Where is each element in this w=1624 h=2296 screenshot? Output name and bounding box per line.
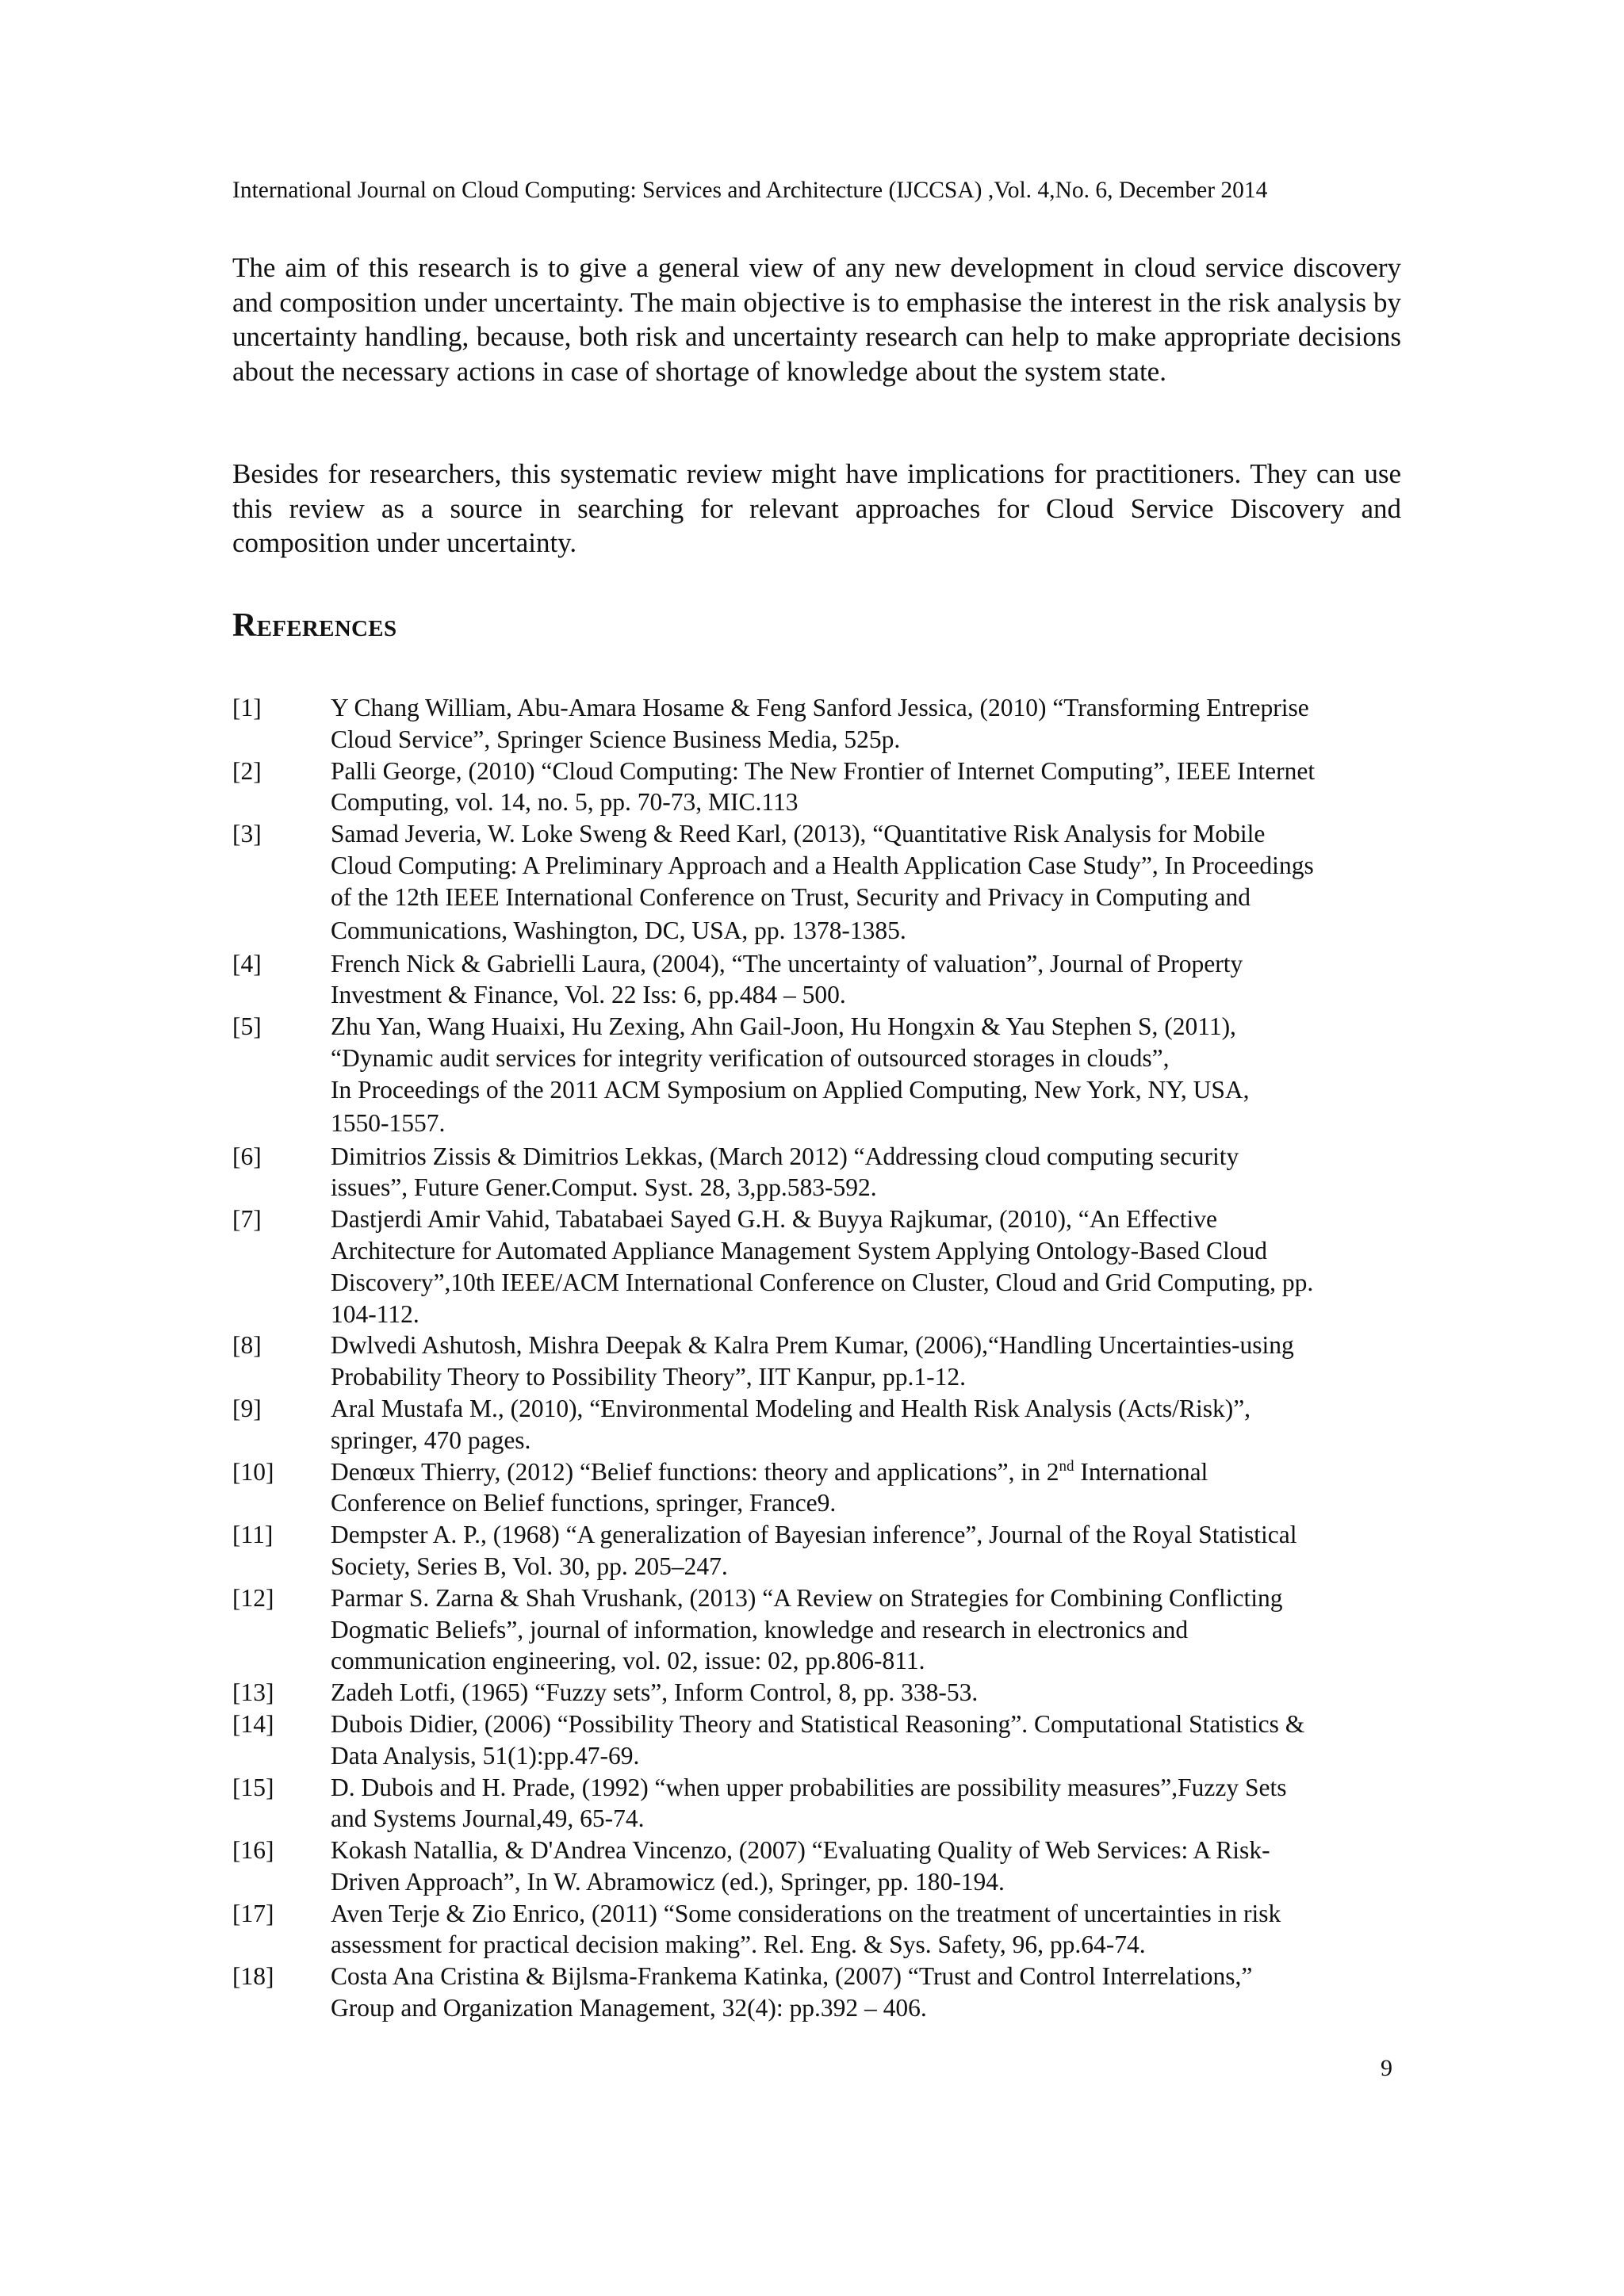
reference-number: [14] bbox=[232, 1709, 274, 1738]
reference-text bbox=[331, 1203, 1409, 1330]
reference-line: communication engineering, vol. 02, issue: 02, pp.806-811. bbox=[331, 1647, 925, 1675]
reference-item bbox=[232, 1203, 1422, 1330]
reference-line: Parmar S. Zarna & Shah Vrushank, (2013) “A Review on Strategies for Combining Conflicting bbox=[331, 1583, 1283, 1612]
reference-line: Computing, vol. 14, no. 5, pp. 70-73, MIC.113 bbox=[331, 788, 799, 817]
reference-text bbox=[331, 1456, 1409, 1520]
reference-item bbox=[232, 692, 1422, 756]
reference-line: assessment for practical decision making”. Rel. Eng. & Sys. Safety, 96, pp.64-74. bbox=[331, 1931, 1146, 1959]
reference-text bbox=[331, 1011, 1409, 1140]
reference-number: [18] bbox=[232, 1962, 274, 1991]
reference-line: Kokash Natallia, & D'Andrea Vincenzo, (2007) “Evaluating Quality of Web Services: A Risk- bbox=[331, 1836, 1270, 1865]
reference-text bbox=[331, 1519, 1409, 1582]
reference-number: [13] bbox=[232, 1678, 274, 1707]
reference-line: D. Dubois and H. Prade, (1992) “when upper probabilities are possibility measures”,Fuzzy Sets bbox=[331, 1773, 1287, 1801]
reference-line: Aral Mustafa M., (2010), “Environmental Modeling and Health Risk Analysis (Acts/Risk)”, bbox=[331, 1394, 1251, 1422]
reference-line: Probability Theory to Possibility Theory”, IIT Kanpur, pp.1-12. bbox=[331, 1363, 967, 1391]
reference-number: [8] bbox=[232, 1331, 262, 1360]
reference-text bbox=[331, 948, 1409, 1012]
reference-number: [3] bbox=[232, 820, 262, 848]
reference-line: “Dynamic audit services for integrity verification of outsourced storages in clouds”, bbox=[331, 1043, 1170, 1072]
reference-item bbox=[232, 1456, 1422, 1520]
reference-number: [12] bbox=[232, 1583, 274, 1612]
reference-number: [6] bbox=[232, 1142, 262, 1170]
reference-item bbox=[232, 948, 1422, 1012]
reference-number: [2] bbox=[232, 756, 262, 785]
reference-line: Dwlvedi Ashutosh, Mishra Deepak & Kalra Prem Kumar, (2006),“Handling Uncertainties-using bbox=[331, 1331, 1294, 1360]
reference-line: and Systems Journal,49, 65-74. bbox=[331, 1804, 645, 1833]
reference-text bbox=[331, 1393, 1409, 1456]
reference-text bbox=[331, 1582, 1409, 1677]
reference-text bbox=[331, 1677, 1409, 1709]
reference-number: [9] bbox=[232, 1394, 262, 1422]
reference-number: [10] bbox=[232, 1457, 274, 1486]
reference-item bbox=[232, 818, 1422, 947]
reference-number: [11] bbox=[232, 1521, 274, 1549]
reference-item bbox=[232, 1898, 1422, 1961]
reference-line: Cloud Service”, Springer Science Business Media, 525p. bbox=[331, 725, 901, 753]
reference-number: [16] bbox=[232, 1836, 274, 1865]
reference-text bbox=[331, 1835, 1409, 1898]
reference-line: Society, Series B, Vol. 30, pp. 205–247. bbox=[331, 1552, 728, 1580]
reference-text bbox=[331, 1709, 1409, 1772]
reference-line: issues”, Future Gener.Comput. Syst. 28, 3,pp.583-592. bbox=[331, 1173, 877, 1202]
reference-line: Group and Organization Management, 32(4): pp.392 – 406. bbox=[331, 1994, 927, 2022]
reference-line: Communications, Washington, DC, USA, pp. 1378-1385. bbox=[331, 916, 906, 944]
ordinal-superscript: nd bbox=[1059, 1457, 1074, 1475]
reference-line: Dastjerdi Amir Vahid, Tabatabaei Sayed G.H. & Buyya Rajkumar, (2010), “An Effective bbox=[331, 1205, 1218, 1234]
reference-item bbox=[232, 1141, 1422, 1204]
reference-line: Samad Jeveria, W. Loke Sweng & Reed Karl, (2013), “Quantitative Risk Analysis for Mobile bbox=[331, 820, 1266, 848]
reference-item bbox=[232, 1677, 1422, 1709]
reference-line: springer, 470 pages. bbox=[331, 1425, 531, 1454]
reference-number: [4] bbox=[232, 949, 262, 978]
reference-item bbox=[232, 1393, 1422, 1456]
reference-text bbox=[331, 1961, 1409, 2024]
reference-text bbox=[331, 818, 1409, 947]
reference-line: Investment & Finance, Vol. 22 Iss: 6, pp.484 – 500. bbox=[331, 981, 846, 1009]
reference-item bbox=[232, 1709, 1422, 1772]
reference-number: [1] bbox=[232, 694, 262, 721]
reference-item bbox=[232, 1835, 1422, 1898]
reference-line-part: Denœux Thierry, (2012) “Belief functions: theory and applications”, in 2 bbox=[331, 1457, 1059, 1486]
reference-line-part: International bbox=[1074, 1457, 1208, 1486]
reference-number: [7] bbox=[232, 1205, 262, 1234]
reference-line: of the 12th IEEE International Conference on Trust, Security and Privacy in Computing and bbox=[331, 882, 1251, 911]
section-title-references: References bbox=[232, 607, 397, 644]
reference-line: Zadeh Lotfi, (1965) “Fuzzy sets”, Inform Control, 8, pp. 338-53. bbox=[331, 1678, 979, 1707]
reference-line: Aven Terje & Zio Enrico, (2011) “Some considerations on the treatment of uncertainties in risk bbox=[331, 1899, 1281, 1927]
reference-line: 1550-1557. bbox=[331, 1108, 446, 1137]
reference-item bbox=[232, 1582, 1422, 1677]
reference-list bbox=[232, 692, 1422, 2024]
reference-line: Palli George, (2010) “Cloud Computing: The New Frontier of Internet Computing”, IEEE Internet bbox=[331, 756, 1316, 785]
body-paragraph: Besides for researchers, this systematic review might have implications for practitioners. They can use this review as a source in searching for relevant approaches for Cloud Service Discovery and composition under uncertainty. bbox=[232, 458, 1401, 558]
reference-line: Discovery”,10th IEEE/ACM International Conference on Cluster, Cloud and Grid Computing, pp. bbox=[331, 1268, 1314, 1296]
reference-line: French Nick & Gabrielli Laura, (2004), “The uncertainty of valuation”, Journal of Property bbox=[331, 949, 1243, 978]
reference-line: Dimitrios Zissis & Dimitrios Lekkas, (March 2012) “Addressing cloud computing security bbox=[331, 1142, 1239, 1170]
reference-text bbox=[331, 692, 1409, 756]
reference-item bbox=[232, 1961, 1422, 2024]
reference-line: Zhu Yan, Wang Huaixi, Hu Zexing, Ahn Gail-Joon, Hu Hongxin & Yau Stephen S, (2011), bbox=[331, 1012, 1236, 1041]
reference-number: [17] bbox=[232, 1899, 274, 1927]
reference-line: Y Chang William, Abu-Amara Hosame & Feng Sanford Jessica, (2010) “Transforming Entreprise bbox=[331, 694, 1309, 721]
reference-line: Data Analysis, 51(1):pp.47-69. bbox=[331, 1741, 640, 1770]
reference-line: Dempster A. P., (1968) “A generalization of Bayesian inference”, Journal of the Royal Statistical bbox=[331, 1521, 1297, 1549]
reference-text bbox=[331, 756, 1409, 819]
body-paragraph: The aim of this research is to give a general view of any new development in cloud service discovery and composition under uncertainty. The main objective is to emphasise the interest in the risk analysis by uncertainty handling, because, both risk and uncertainty research can help to make appropriate decisions about the necessary actions in case of shortage of knowledge about the system state. bbox=[232, 252, 1401, 387]
reference-item bbox=[232, 1772, 1422, 1835]
page-number: 9 bbox=[1381, 2055, 1392, 2081]
reference-text bbox=[331, 1330, 1409, 1393]
reference-line: Dubois Didier, (2006) “Possibility Theory and Statistical Reasoning”. Computational Statistics & bbox=[331, 1709, 1305, 1738]
reference-item bbox=[232, 1011, 1422, 1140]
reference-text bbox=[331, 1898, 1409, 1961]
reference-text bbox=[331, 1772, 1409, 1835]
reference-line bbox=[331, 1456, 1409, 1488]
reference-item bbox=[232, 756, 1422, 819]
running-header: International Journal on Cloud Computing: Services and Architecture (IJCCSA) ,Vol. 4,No. 6, December 2014 bbox=[232, 178, 1268, 203]
reference-line: Dogmatic Beliefs”, journal of information, knowledge and research in electronics and bbox=[331, 1615, 1189, 1644]
reference-line: 104-112. bbox=[331, 1299, 419, 1328]
reference-line: Costa Ana Cristina & Bijlsma-Frankema Katinka, (2007) “Trust and Control Interrelations,” bbox=[331, 1962, 1253, 1991]
reference-line: Architecture for Automated Appliance Management System Applying Ontology-Based Cloud bbox=[331, 1236, 1268, 1265]
reference-line: Conference on Belief functions, springer, France9. bbox=[331, 1489, 837, 1517]
reference-text bbox=[331, 1141, 1409, 1204]
reference-item bbox=[232, 1330, 1422, 1393]
reference-item bbox=[232, 1519, 1422, 1582]
reference-line: Driven Approach”, In W. Abramowicz (ed.), Springer, pp. 180-194. bbox=[331, 1867, 1005, 1896]
reference-number: [5] bbox=[232, 1012, 262, 1041]
reference-line: In Proceedings of the 2011 ACM Symposium on Applied Computing, New York, NY, USA, bbox=[331, 1075, 1250, 1104]
reference-line: Cloud Computing: A Preliminary Approach and a Health Application Case Study”, In Proceedings bbox=[331, 851, 1314, 879]
reference-number: [15] bbox=[232, 1773, 274, 1801]
